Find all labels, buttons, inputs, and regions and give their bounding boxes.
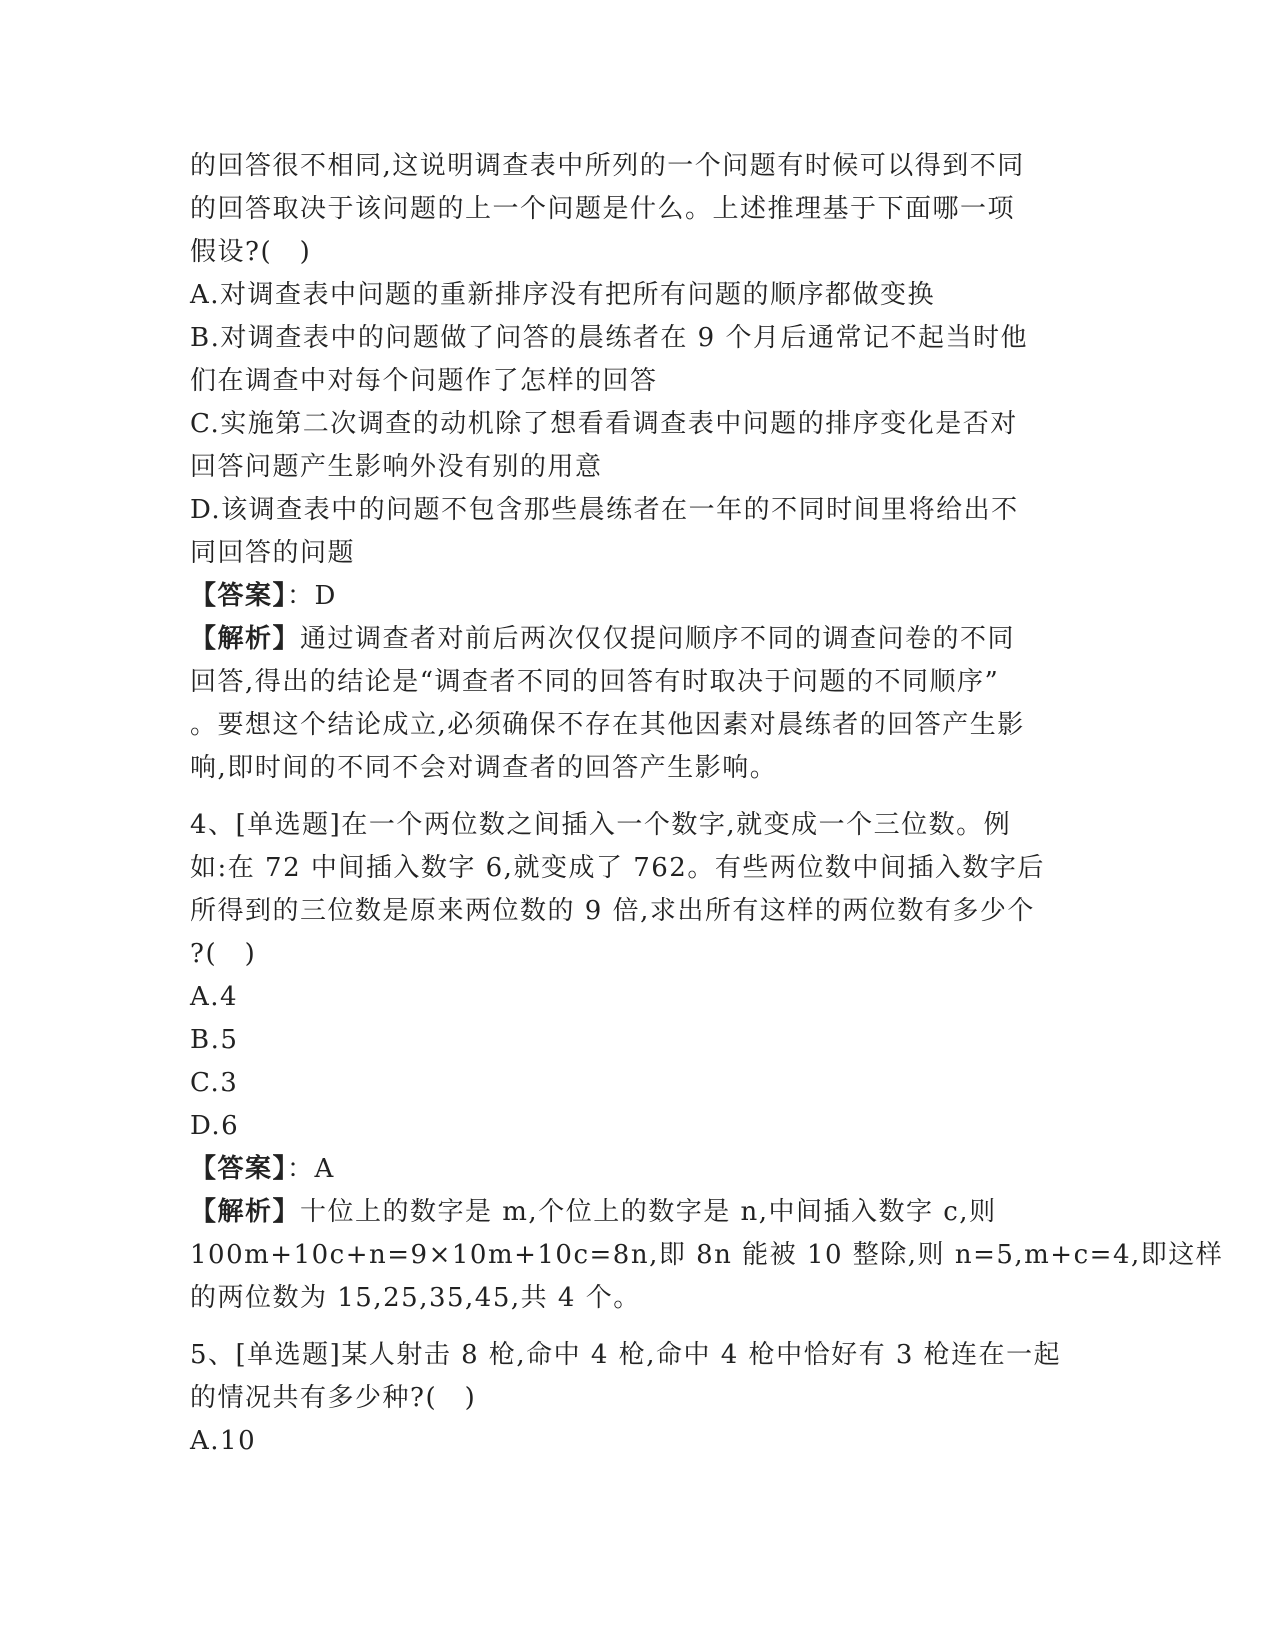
analysis-text: 通过调查者对前后两次仅仅提问顺序不同的调查问卷的不同	[300, 624, 1016, 654]
question-3-option-a: A.对调查表中问题的重新排序没有把所有问题的顺序都做变换	[190, 280, 936, 310]
question-4-stem-line: 所得到的三位数是原来两位数的 9 倍,求出所有这样的两位数有多少个	[190, 896, 1035, 926]
question-3-stem-line: 的回答取决于该问题的上一个问题是什么。上述推理基于下面哪一项	[190, 194, 1016, 224]
question-3-option-b-cont: 们在调查中对每个问题作了怎样的回答	[190, 366, 658, 396]
question-4-analysis-line: 的两位数为 15,25,35,45,共 4 个。	[190, 1283, 641, 1313]
question-4	[190, 804, 1224, 1320]
answer-label: 【答案】	[190, 581, 288, 611]
document-content	[190, 145, 1224, 1463]
answer-value: ：A	[287, 1154, 335, 1184]
question-3-option-d-cont: 同回答的问题	[190, 538, 356, 568]
spacer	[190, 790, 1080, 804]
question-3-analysis-line: 响,即时间的不同不会对调查者的回答产生影响。	[190, 753, 778, 783]
question-4-option-d: D.6	[190, 1111, 240, 1141]
question-4-stem-line: 4、[单选题]在一个两位数之间插入一个数字,就变成一个三位数。例	[190, 810, 1012, 840]
question-3-answer	[190, 575, 1080, 618]
question-5-stem-line: 5、[单选题]某人射击 8 枪,命中 4 枪,命中 4 枪中恰好有 3 枪连在一起	[190, 1340, 1062, 1370]
analysis-text: 十位上的数字是 m,个位上的数字是 n,中间插入数字 c,则	[300, 1197, 997, 1227]
question-4-option-b: B.5	[190, 1025, 239, 1055]
answer-label: 【答案】	[190, 1154, 288, 1184]
question-5	[190, 1334, 1080, 1463]
question-3-analysis-line: 。要想这个结论成立,必须确保不存在其他因素对晨练者的回答产生影	[190, 710, 1025, 740]
question-4-analysis-line: 100m+10c+n=9×10m+10c=8n,即 8n 能被 10 整除,则 n=5,m+c=4,即这样	[190, 1240, 1224, 1270]
question-4-stem-line: 如:在 72 中间插入数字 6,就变成了 762。有些两位数中间插入数字后	[190, 853, 1045, 883]
question-4-option-c: C.3	[190, 1068, 239, 1098]
spacer	[190, 1320, 1080, 1334]
question-3-option-b: B.对调查表中的问题做了问答的晨练者在 9 个月后通常记不起当时他	[190, 323, 1028, 353]
question-5-option-a: A.10	[190, 1426, 257, 1456]
analysis-label: 【解析】	[190, 624, 301, 654]
question-3	[190, 145, 1080, 790]
question-5-stem-line: 的情况共有多少种?( )	[190, 1383, 477, 1413]
question-4-analysis	[190, 1191, 1080, 1234]
analysis-label: 【解析】	[190, 1197, 301, 1227]
answer-value: ：D	[287, 581, 337, 611]
question-4-option-a: A.4	[190, 982, 239, 1012]
question-3-analysis	[190, 618, 1080, 661]
question-3-option-c-cont: 回答问题产生影响外没有别的用意	[190, 452, 603, 482]
question-3-stem-line: 假设?( )	[190, 237, 312, 267]
question-3-analysis-line: 回答,得出的结论是“调查者不同的回答有时取决于问题的不同顺序”	[190, 667, 1000, 697]
question-3-option-d: D.该调查表中的问题不包含那些晨练者在一年的不同时间里将给出不	[190, 495, 1019, 525]
question-3-option-c: C.实施第二次调查的动机除了想看看调查表中问题的排序变化是否对	[190, 409, 1018, 439]
question-4-answer	[190, 1148, 1080, 1191]
question-4-stem-line: ?( )	[190, 939, 257, 969]
question-3-stem-line: 的回答很不相同,这说明调查表中所列的一个问题有时候可以得到不同	[190, 151, 1025, 181]
